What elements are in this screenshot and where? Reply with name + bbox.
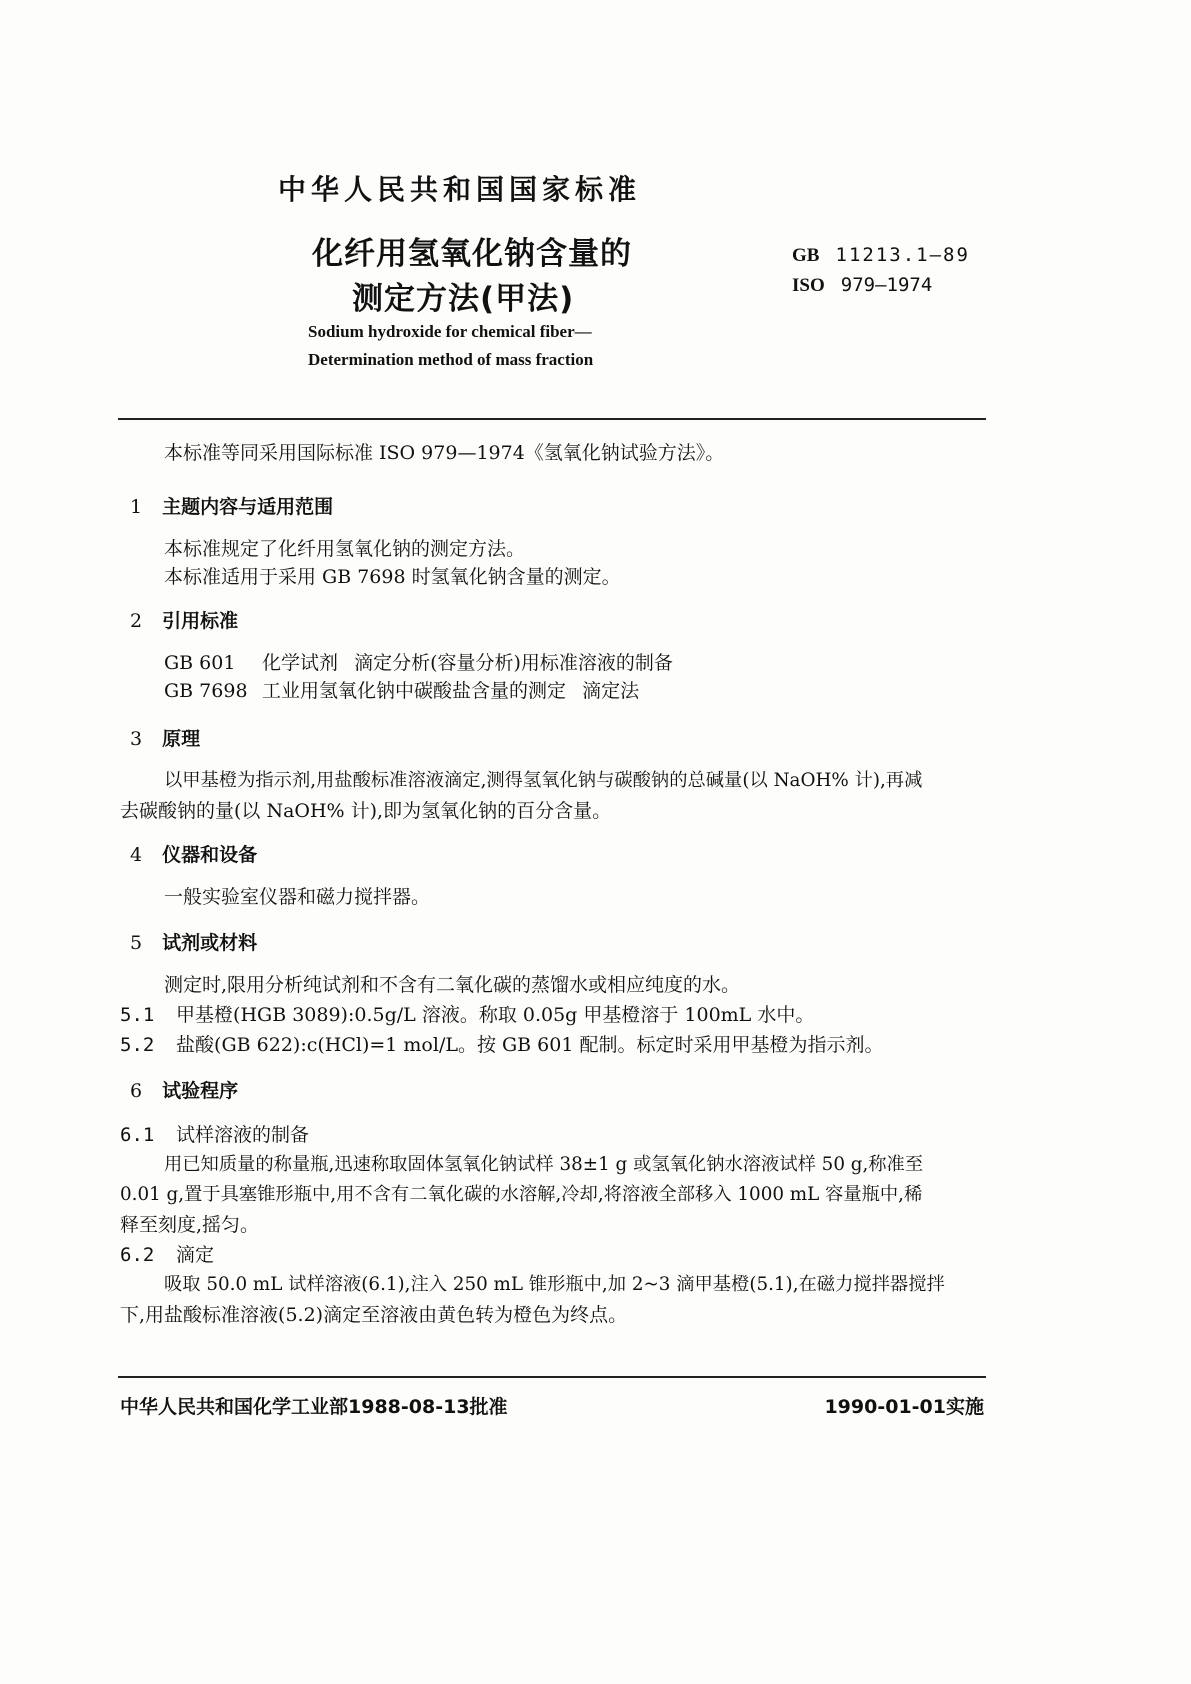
section-title: 试剂或材料 — [162, 932, 258, 954]
reference-title: 工业用氢氧化钠中碳酸盐含量的测定 滴定法 — [262, 680, 640, 702]
gb-standard-code — [792, 244, 970, 267]
subsection-6-2-line1: 吸取 50.0 mL 试样溶液(6.1),注入 250 mL 锥形瓶中,加 2~3 滴甲基橙(5.1),在磁力搅拌器搅拌 — [164, 1274, 945, 1295]
reference-gb-601 — [164, 648, 673, 678]
item-5-1 — [120, 1000, 814, 1030]
gb-code-prefix: GB — [792, 245, 820, 266]
section-number: 4 — [130, 844, 143, 866]
section-3-heading — [130, 724, 200, 751]
section-title: 试验程序 — [162, 1080, 239, 1102]
section-title: 引用标准 — [162, 610, 239, 632]
english-title-line2: Determination method of mass fraction — [308, 350, 594, 369]
section-number: 1 — [130, 496, 143, 518]
section-title: 原理 — [162, 728, 201, 750]
item-text: 甲基橙(HGB 3089):0.5g/L 溶液。称取 0.05g 甲基橙溶于 100mL 水中。 — [176, 1004, 815, 1026]
section-number: 2 — [130, 610, 143, 632]
reference-gb-7698 — [164, 676, 639, 706]
section-4-heading — [130, 840, 257, 867]
subsection-6-1-line2: 0.01 g,置于具塞锥形瓶中,用不含有二氧化碳的水溶解,冷却,将溶液全部移入 1000 mL 容量瓶中,稀 — [120, 1184, 923, 1205]
section-5-heading — [130, 928, 257, 955]
national-standard-heading: 中华人民共和国国家标准 — [278, 173, 642, 206]
header-divider — [118, 418, 986, 420]
effective-date: 1990-01-01实施 — [824, 1396, 984, 1418]
reference-title: 化学试剂 滴定分析(容量分析)用标准溶液的制备 — [262, 652, 673, 674]
approval-note: 中华人民共和国化学工业部1988-08-13批准 — [120, 1396, 508, 1418]
subsection-6-1-line3: 释至刻度,摇匀。 — [120, 1214, 260, 1236]
document-title-line1: 化纤用氢氧化钠含量的 — [312, 236, 632, 272]
subsection-number: 6.2 — [120, 1244, 155, 1266]
section-3-paragraph-line1: 以甲基橙为指示剂,用盐酸标准溶液滴定,测得氢氧化钠与碳酸钠的总碱量(以 NaOH% 计),再减 — [164, 770, 923, 791]
subsection-title: 滴定 — [176, 1244, 215, 1266]
subsection-title: 试样溶液的制备 — [176, 1124, 310, 1146]
subsection-6-1-line1: 用已知质量的称量瓶,迅速称取固体氢氧化钠试样 38±1 g 或氢氧化钠水溶液试样 50 g,称准至 — [164, 1154, 924, 1175]
iso-code-prefix: ISO — [792, 275, 825, 296]
section-2-heading — [130, 606, 238, 633]
section-number: 6 — [130, 1080, 143, 1102]
subsection-number: 6.1 — [120, 1124, 155, 1146]
intro-paragraph: 本标准等同采用国际标准 ISO 979—1974《氢氧化钠试验方法》。 — [164, 442, 725, 464]
subsection-6-1-heading — [120, 1120, 309, 1150]
gb-code-number: 11213.1—89 — [835, 244, 970, 266]
english-title-line1: Sodium hydroxide for chemical fiber— — [308, 322, 592, 341]
section-title: 主题内容与适用范围 — [162, 496, 334, 518]
section-1-paragraph-2: 本标准适用于采用 GB 7698 时氢氧化钠含量的测定。 — [164, 566, 621, 588]
item-number: 5.2 — [120, 1034, 155, 1056]
section-1-paragraph-1: 本标准规定了化纤用氢氧化钠的测定方法。 — [164, 538, 526, 560]
subsection-6-2-line2: 下,用盐酸标准溶液(5.2)滴定至溶液由黄色转为橙色为终点。 — [120, 1304, 628, 1326]
section-3-paragraph-line2: 去碳酸钠的量(以 NaOH% 计),即为氢氧化钠的百分含量。 — [120, 800, 612, 822]
section-number: 3 — [130, 728, 143, 750]
section-6-heading — [130, 1076, 238, 1103]
section-5-paragraph: 测定时,限用分析纯试剂和不含有二氧化碳的蒸馏水或相应纯度的水。 — [164, 974, 741, 996]
footer-divider — [118, 1376, 986, 1378]
iso-standard-code — [792, 274, 932, 297]
section-title: 仪器和设备 — [162, 844, 258, 866]
item-text: 盐酸(GB 622):c(HCl)=1 mol/L。按 GB 601 配制。标定时采用甲基橙为指示剂。 — [176, 1034, 884, 1056]
iso-code-number: 979—1974 — [840, 274, 933, 296]
document-title-line2: 测定方法(甲法) — [352, 281, 575, 317]
item-number: 5.1 — [120, 1004, 155, 1026]
reference-code: GB 601 — [164, 652, 236, 674]
reference-code: GB 7698 — [164, 680, 248, 702]
section-4-paragraph: 一般实验室仪器和磁力搅拌器。 — [164, 886, 431, 908]
section-number: 5 — [130, 932, 143, 954]
subsection-6-2-heading — [120, 1240, 214, 1270]
section-1-heading — [130, 492, 333, 519]
item-5-2 — [120, 1030, 884, 1060]
